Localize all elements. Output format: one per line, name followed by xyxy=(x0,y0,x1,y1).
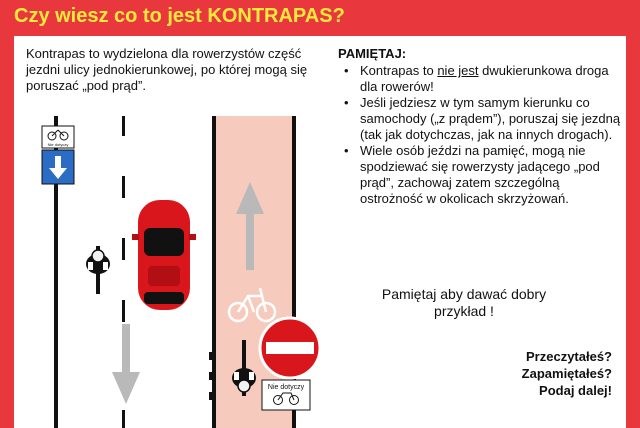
lane-separator xyxy=(212,116,216,428)
questions xyxy=(522,348,612,399)
remember-item-2: • Jeśli jedziesz w tym samym kierunku co samochody („z prądem”), poruszaj się jezdną (tak jak dotychczas, jak na innych drogach). xyxy=(338,95,624,143)
page-title: Czy wiesz co to jest KONTRAPAS? xyxy=(14,5,345,27)
bottom-sign-plate-text: Nie dotyczy xyxy=(267,384,305,391)
remember-item-3: • Wiele osób jeździ na pamięć, mogą nie spodziewać się rowerzysty jadącego „pod prąd”, zachowaj zatem szczególną ostrożność w okolicach skrzyżowań. xyxy=(338,143,624,207)
remember-list xyxy=(338,63,624,207)
question-remember: Zapamiętałeś? xyxy=(521,366,612,381)
example-text: Pamiętaj aby dawać dobry przykład ! xyxy=(381,286,547,319)
question-share: Podaj dalej! xyxy=(539,383,612,398)
intro-text: Kontrapas to wydzielona dla rowerzystów część jezdni ulicy jednokierunkowej, po której mogą się poruszać „pod prąd”. xyxy=(26,46,308,93)
header xyxy=(0,0,640,36)
content-panel xyxy=(14,36,626,428)
question-read: Przeczytałeś? xyxy=(526,349,612,364)
remember-section xyxy=(338,46,624,207)
top-sign-plate-text: Nie dotyczy xyxy=(47,142,69,147)
street-illustration xyxy=(24,116,324,428)
remember-item-1: • Kontrapas to nie jest dwukierunkowa droga dla rowerów! xyxy=(338,63,624,95)
remember-title: PAMIĘTAJ: xyxy=(338,46,407,61)
one-way-sign-icon xyxy=(42,126,74,184)
underlined-text: nie jest xyxy=(437,63,479,78)
car-icon xyxy=(132,200,196,310)
